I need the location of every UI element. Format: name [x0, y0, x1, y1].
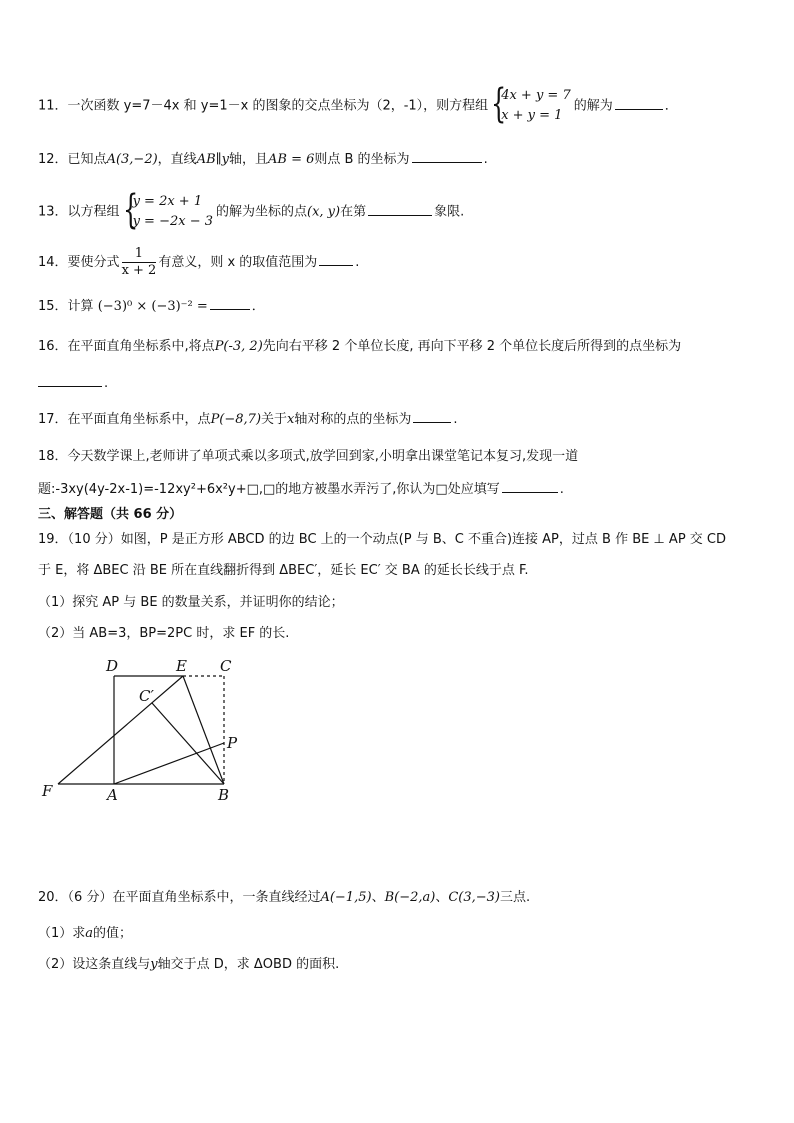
question-text: 计算 [67, 299, 94, 314]
question-12 [38, 150, 488, 169]
question-number: 13． [38, 204, 68, 220]
question-text: 的解为 [573, 98, 613, 114]
separator: 、 [371, 890, 385, 905]
question-text: 在平面直角坐标系中，点 [67, 412, 211, 427]
question-text: 题:-3xy(4y-2x-1)=-12xy²+6x²y+□,□的地方被墨水弄污了,你认为□处应填写 [38, 482, 500, 497]
question-number: 12． [38, 152, 68, 167]
period: ． [664, 98, 678, 114]
question-text: 在第 [340, 204, 367, 220]
period: . [355, 255, 360, 270]
question-text: （1）求 [38, 926, 86, 941]
question-text: ，直线 [157, 152, 197, 167]
question-text: 的值； [93, 926, 133, 941]
separator: 、 [435, 890, 449, 905]
answer-blank[interactable] [38, 374, 102, 387]
period: . [453, 412, 458, 427]
question-20 [38, 889, 530, 907]
equation-system: { y = 2x + 1 y = −2x − 3 [122, 187, 213, 233]
math-point: C(3,−3) [448, 890, 501, 905]
question-15 [38, 297, 265, 316]
segment-AP [114, 743, 224, 784]
question-text: 轴对称的点的坐标为 [294, 412, 412, 427]
question-20-part1 [38, 925, 132, 943]
fraction-denominator: x + 2 [121, 263, 157, 278]
question-text: 今天数学课上,老师讲了单项式乘以多项式,放学回到家,小明拿出课堂笔记本复习,发现一道 [67, 449, 579, 464]
question-number: 11． [38, 98, 68, 114]
question-text: 先向右平移 2 个单位长度, 再向下平移 2 个单位长度后所得到的点坐标为 [262, 339, 682, 354]
math-point: A(3,−2) [106, 152, 158, 167]
question-text: 一次函数 y=7－4x 和 y=1－x 的图象的交点坐标为（2，-1），则方程组 [67, 98, 489, 114]
question-text: 轴，且 [228, 152, 268, 167]
period: . [483, 152, 488, 167]
answer-blank[interactable] [368, 203, 432, 216]
equation-1: y = 2x + 1 [132, 194, 203, 209]
geometry-figure [36, 654, 276, 814]
question-13 [38, 187, 465, 233]
equation-2: y = −2x − 3 [132, 214, 213, 229]
label-D: D [106, 657, 119, 675]
segment-EB [183, 676, 224, 784]
question-text: 轴交于点 D，求 ΔOBD 的面积. [157, 957, 340, 972]
math-variable: x [287, 412, 295, 427]
question-text: 19．（10 分）如图， [38, 532, 160, 547]
question-18-line2 [38, 480, 564, 499]
math-point: B(−2,a) [384, 890, 436, 905]
question-text: 在平面直角坐标系中,将点 [67, 339, 215, 354]
label-C: C [220, 657, 232, 675]
answer-blank[interactable] [210, 297, 250, 310]
math-point: (x, y) [307, 204, 341, 220]
question-number: 17． [38, 412, 68, 427]
question-19-part2: （2）当 AB=3，BP=2PC 时，求 EF 的长. [38, 626, 290, 641]
question-text: 以方程组 [67, 204, 120, 220]
segment-FE [58, 676, 183, 784]
question-20-part2 [38, 956, 339, 974]
math-point: P(-3, 2) [214, 339, 263, 354]
math-expression: (−3)⁰ × (−3)⁻² = [97, 299, 208, 314]
question-18 [38, 448, 578, 466]
question-19-line2 [38, 562, 529, 580]
question-text: 则点 B 的坐标为 [314, 152, 410, 167]
question-14 [38, 246, 359, 279]
question-text: 于 E，将 ΔBEC 沿 BE 所在直线翻折得到 ΔBEC′，延长 EC′ 交 BA 的延长长线于点 F. [38, 563, 529, 578]
math-line: AB∥y [196, 152, 229, 167]
answer-blank[interactable] [502, 480, 558, 493]
equation-1: 4x + y = 7 [501, 88, 571, 103]
label-E: E [176, 657, 187, 675]
period: . [559, 482, 564, 497]
equation-2: x + y = 1 [501, 108, 563, 123]
math-point: P(−8,7) [210, 412, 262, 427]
answer-blank[interactable] [412, 150, 482, 163]
label-P: P [227, 734, 238, 752]
label-B: B [218, 786, 230, 804]
question-11 [38, 81, 678, 127]
question-16 [38, 338, 681, 356]
fraction-numerator: 1 [122, 246, 157, 263]
question-19 [38, 531, 726, 549]
question-17 [38, 410, 458, 429]
question-number: 18． [38, 449, 68, 464]
question-16-answer-line [38, 374, 108, 393]
question-number: 15． [38, 299, 68, 314]
question-text: 关于 [261, 412, 288, 427]
answer-blank[interactable] [413, 410, 451, 423]
question-text: 有意义，则 x 的取值范围为 [158, 255, 318, 270]
label-F: F [42, 782, 53, 800]
question-number: 16． [38, 339, 68, 354]
math-point: A(−1,5) [320, 890, 372, 905]
question-text: 已知点 [67, 152, 107, 167]
question-text: 20．（6 分）在平面直角坐标系中，一条直线经过 [38, 890, 321, 905]
question-text: 的解为坐标的点 [216, 204, 308, 220]
question-text: （2）设这条直线与 [38, 957, 151, 972]
math-variable: y [150, 957, 158, 972]
period: ． [251, 299, 265, 314]
label-C-prime: C′ [139, 687, 154, 705]
question-text: P 是正方形 ABCD 的边 BC 上的一个动点(P 与 B、C 不重合)连接 AP，过点 B 作 BE ⊥ AP 交 CD [159, 532, 727, 547]
answer-blank[interactable] [615, 97, 663, 110]
question-19-part1: （1）探究 AP 与 BE 的数量关系，并证明你的结论； [38, 595, 344, 610]
question-number: 14． [38, 255, 68, 270]
fraction [122, 246, 157, 279]
question-text: 象限. [434, 204, 465, 220]
equation-system: { 4x + y = 7 x + y = 1 [491, 81, 571, 127]
label-A: A [107, 786, 118, 804]
question-text: 三点. [500, 890, 531, 905]
segment-CpB [152, 703, 224, 784]
question-text: 要使分式 [67, 255, 120, 270]
math-variable: a [85, 926, 94, 941]
section-heading: 三、解答题（共 66 分） [38, 507, 183, 522]
period: . [104, 376, 109, 391]
answer-blank[interactable] [319, 253, 353, 266]
math-condition: AB = 6 [268, 152, 315, 167]
